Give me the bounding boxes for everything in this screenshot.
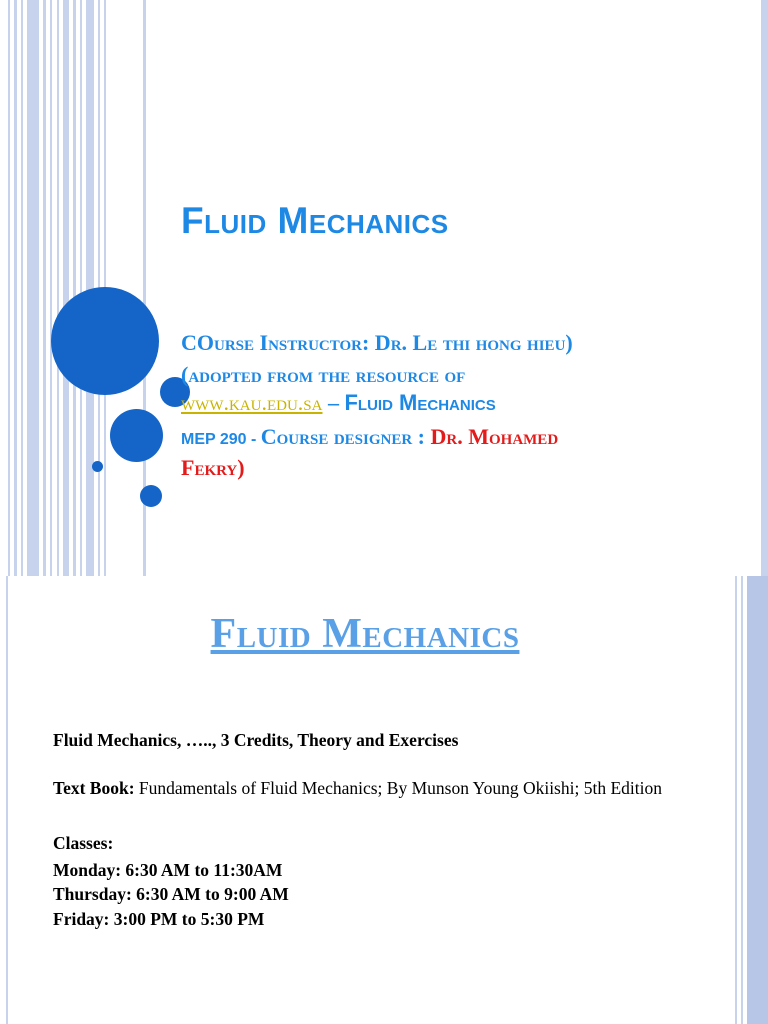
decor-circle-tiny bbox=[92, 461, 103, 472]
source-link[interactable]: www.kau.edu.sa bbox=[181, 390, 323, 415]
decor-stripe bbox=[63, 0, 69, 576]
course-info-slide bbox=[0, 576, 768, 1024]
course-line: Fluid Mechanics, ….., 3 Credits, Theory and Exercises bbox=[53, 730, 459, 750]
textbook-label: Text Book: bbox=[53, 778, 135, 798]
designer-surname-line bbox=[181, 455, 245, 481]
schedule-item: Thursday: 6:30 AM to 9:00 AM bbox=[53, 884, 289, 904]
classes-label: Classes: bbox=[53, 833, 114, 853]
decor-stripe bbox=[43, 0, 46, 576]
designer-label: Course designer : bbox=[260, 424, 431, 449]
designer-surname: Fekry bbox=[181, 455, 238, 480]
decor-circle-large bbox=[51, 287, 159, 395]
decor-stripe bbox=[50, 0, 52, 576]
decor-stripe bbox=[27, 0, 39, 576]
designer-line bbox=[181, 424, 558, 450]
decor-stripe bbox=[741, 576, 743, 1024]
designer-name: Dr. Mohamed bbox=[430, 424, 559, 449]
decor-stripe bbox=[747, 576, 768, 1024]
decor-stripe bbox=[80, 0, 82, 576]
adopted-line bbox=[181, 362, 465, 388]
decor-stripe bbox=[73, 0, 76, 576]
source-tail: Fluid Mechanics bbox=[344, 390, 496, 415]
slide-title: Fluid Mechanics bbox=[210, 611, 520, 657]
decor-stripe bbox=[21, 0, 23, 576]
course-code: MEP 290 - bbox=[181, 431, 261, 448]
slide-title: Fluid Mechanics bbox=[181, 200, 449, 241]
schedule-item: Friday: 3:00 PM to 5:30 PM bbox=[53, 909, 265, 929]
decor-stripe bbox=[761, 0, 768, 576]
decor-stripe bbox=[14, 0, 17, 576]
instructor-text: COurse Instructor: Dr. Le thi hong hieu) bbox=[181, 330, 573, 355]
decor-stripe bbox=[57, 0, 59, 576]
decor-circle-medium bbox=[110, 409, 163, 462]
schedule-item: Monday: 6:30 AM to 11:30AM bbox=[53, 860, 283, 880]
dash-text: – bbox=[322, 390, 345, 415]
closing-paren: ) bbox=[237, 455, 245, 480]
decor-stripe bbox=[8, 0, 10, 576]
decor-circle-small bbox=[140, 485, 162, 507]
adopted-text: (adopted from the resource of bbox=[181, 362, 466, 387]
textbook-value: Fundamentals of Fluid Mechanics; By Munson Young Okiishi; 5th Edition bbox=[134, 778, 662, 798]
instructor-line bbox=[181, 330, 573, 356]
textbook-line bbox=[53, 778, 662, 799]
decor-stripe bbox=[735, 576, 737, 1024]
source-line bbox=[181, 390, 496, 416]
